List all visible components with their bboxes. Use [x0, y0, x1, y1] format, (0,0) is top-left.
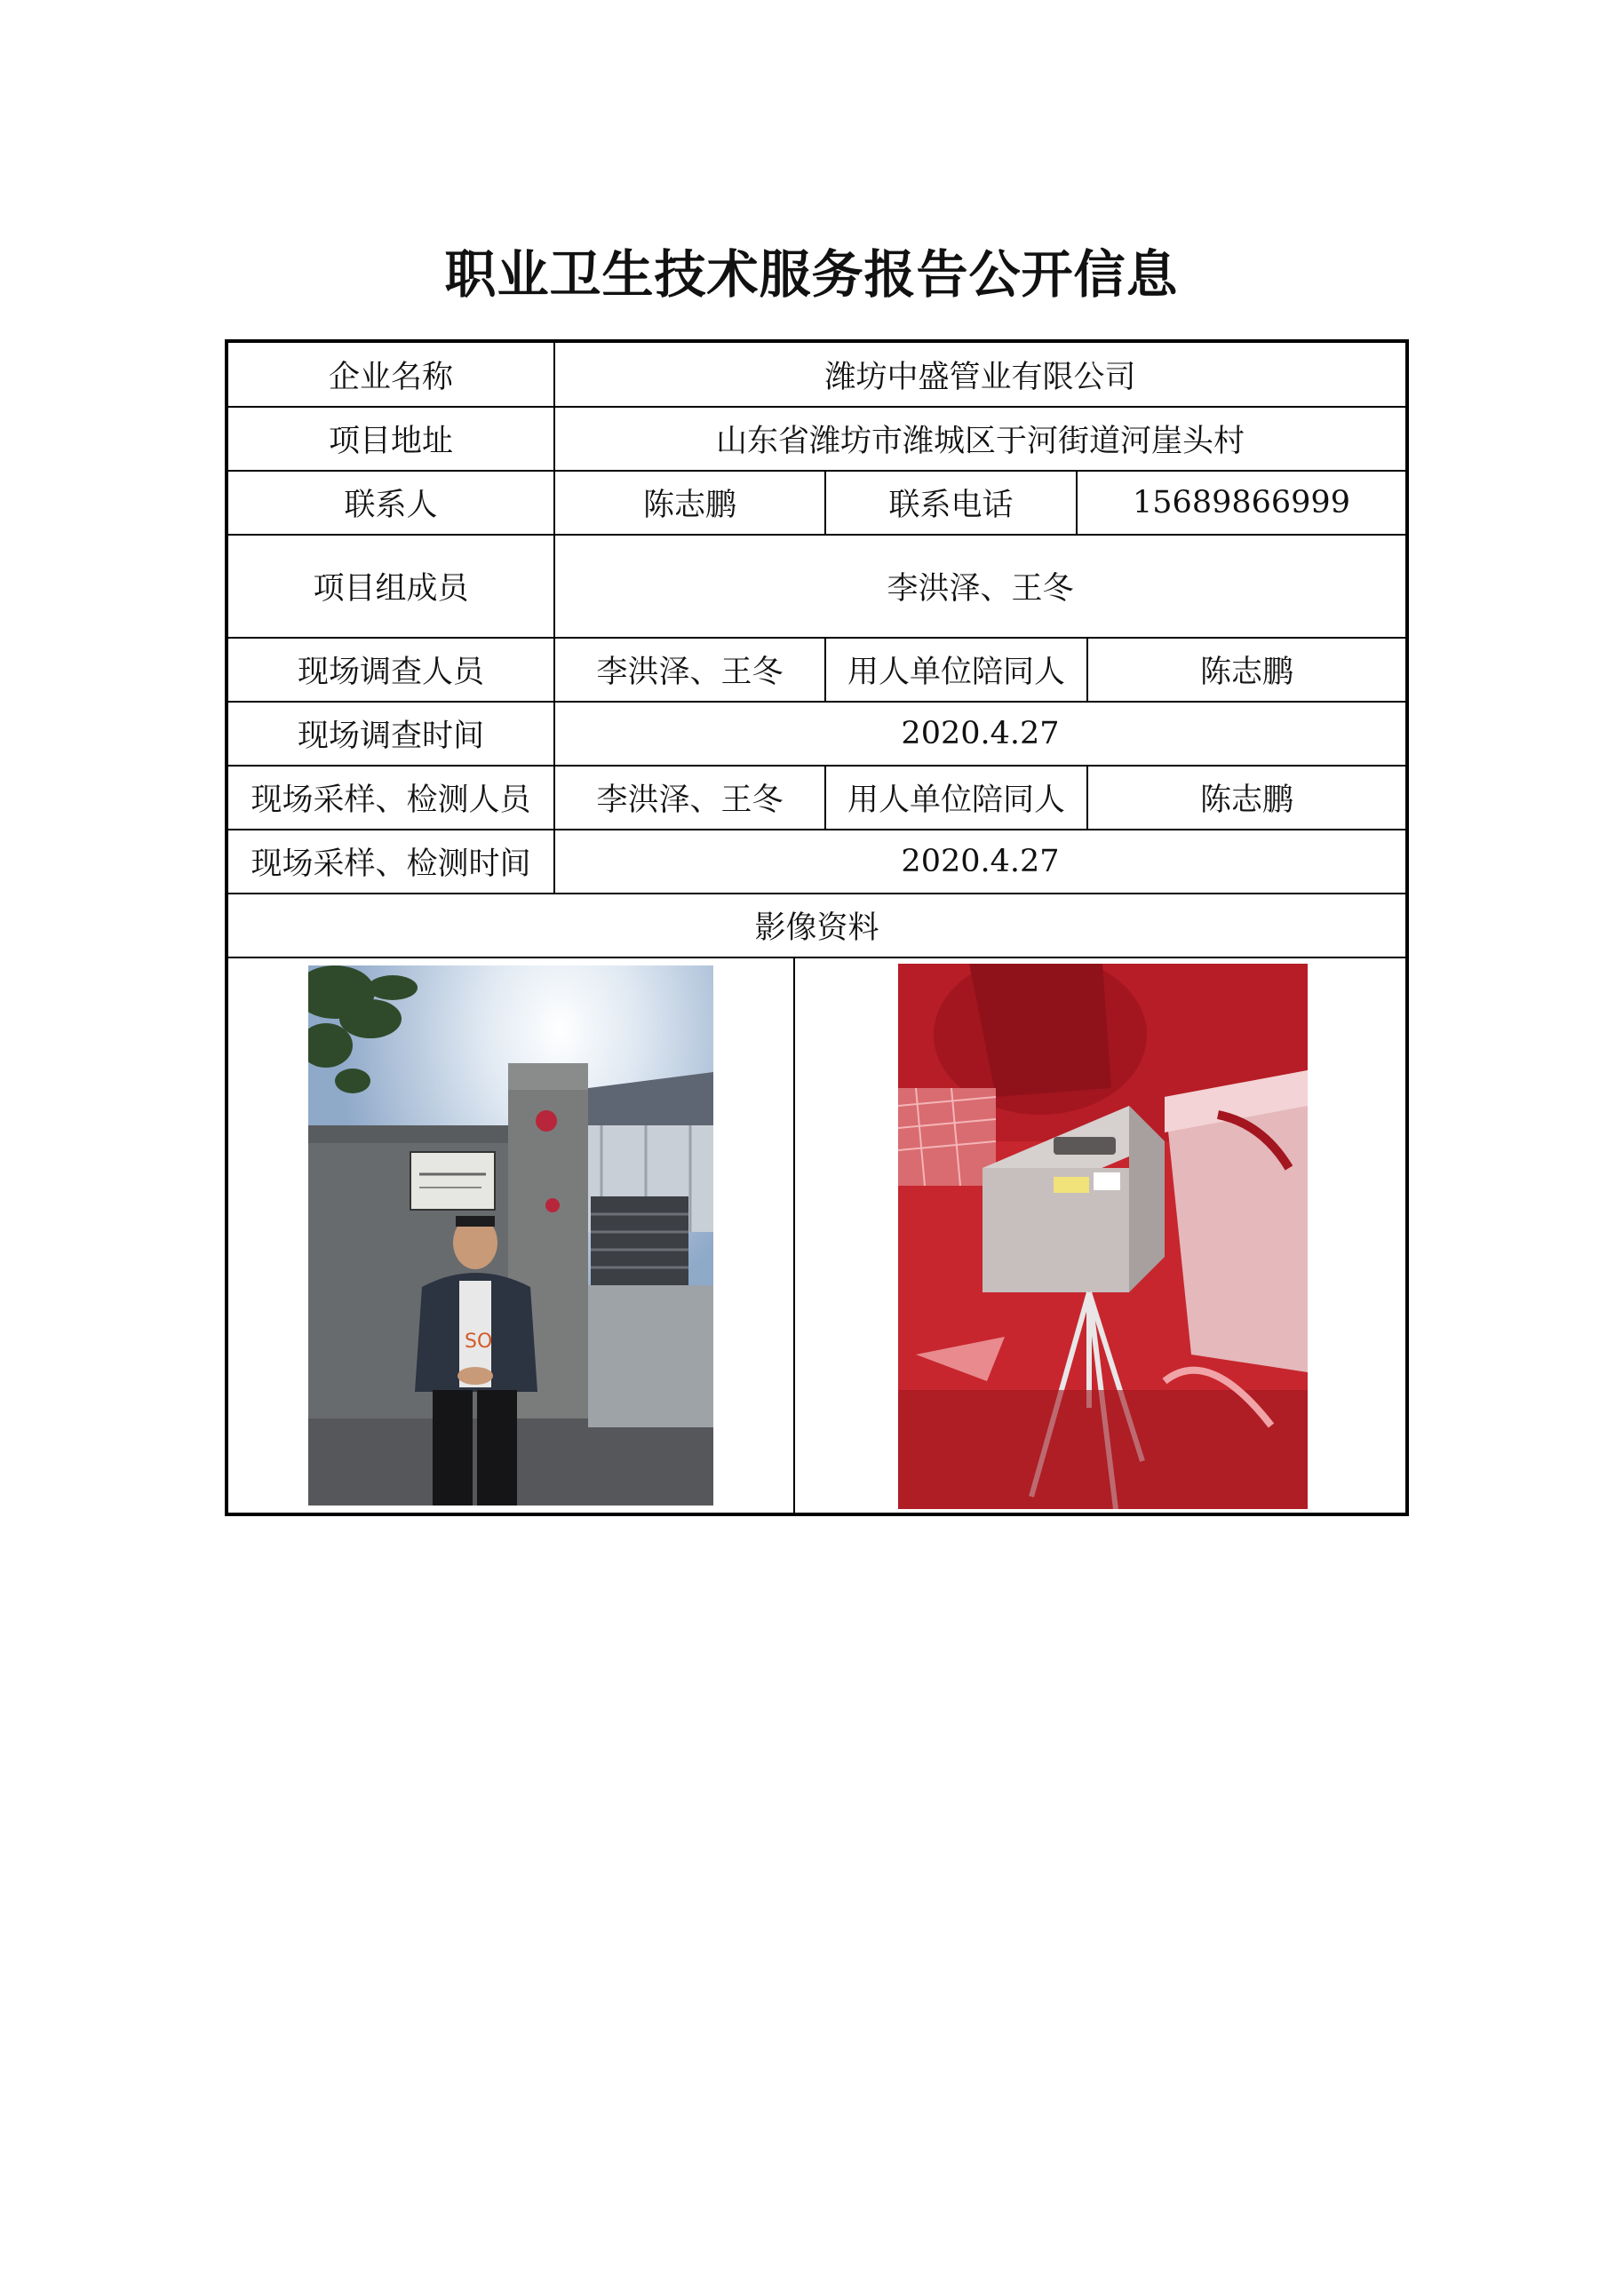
contact-label: 联系人: [344, 488, 438, 523]
info-table: [225, 339, 1409, 1516]
photo-sampling-instrument: [898, 964, 1308, 1509]
phone-label: 联系电话: [888, 488, 1014, 523]
sampling-escort-value: 陈志鹏: [1199, 783, 1293, 818]
contact-value: 陈志鹏: [642, 488, 736, 523]
sampling-escort-label: 用人单位陪同人: [847, 783, 1065, 818]
page-title: 职业卫生技术服务报告公开信息: [444, 244, 1179, 305]
sampling-time-label: 现场采样、检测时间: [251, 846, 531, 882]
sampling-staff-label: 现场采样、检测人员: [251, 783, 531, 818]
survey-escort-label: 用人单位陪同人: [847, 655, 1065, 690]
survey-time-label: 现场调查时间: [297, 719, 484, 754]
address-label: 项目地址: [328, 424, 453, 459]
members-label: 项目组成员: [313, 571, 469, 607]
survey-staff-label: 现场调查人员: [297, 655, 484, 690]
address-value: 山东省潍坊市潍城区于河街道河崖头村: [715, 424, 1245, 459]
phone-value: 15689866999: [1133, 485, 1350, 520]
sampling-staff-value: 李洪泽、王冬: [596, 783, 784, 818]
sampling-time-value: 2020.4.27: [901, 844, 1060, 879]
row-divider: [228, 957, 1405, 958]
images-label: 影像资料: [754, 910, 879, 946]
survey-time-value: 2020.4.27: [901, 716, 1060, 751]
col-divider: [793, 957, 795, 1516]
svg-text:SO: SO: [465, 1331, 493, 1353]
survey-staff-value: 李洪泽、王冬: [596, 655, 784, 690]
members-value: 李洪泽、王冬: [887, 571, 1074, 607]
company-value: 潍坊中盛管业有限公司: [824, 359, 1136, 395]
survey-escort-value: 陈志鹏: [1199, 655, 1293, 690]
company-label: 企业名称: [328, 359, 453, 395]
photo-person-at-gate: [308, 965, 713, 1506]
